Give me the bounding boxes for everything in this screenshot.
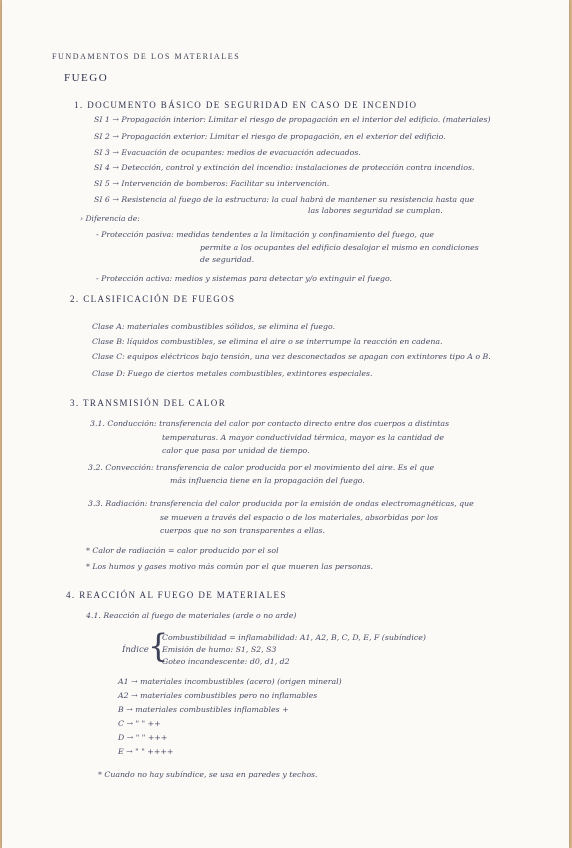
passive-line-2: permite a los ocupantes del edificio desalojar el mismo en condiciones <box>200 243 479 252</box>
si2-line: SI 2 → Propagación exterior: Limitar el riesgo de propagación, en el exterior del edificio. <box>94 132 446 141</box>
radiacion-line-3: cuerpos que no son transparentes a ellas. <box>160 526 326 535</box>
section-2-heading: 2. CLASIFICACIÓN DE FUEGOS <box>70 294 236 304</box>
conduccion-line-2: temperaturas. A mayor conductividad térmica, mayor es la cantidad de <box>162 433 444 442</box>
subsection-4-1: 4.1. Reacción al fuego de materiales (arde o no arde) <box>86 611 297 620</box>
brace-symbol: { <box>148 627 169 665</box>
footnote: * Cuando no hay subíndice, se usa en paredes y techos. <box>98 770 318 779</box>
conduccion-line-3: calor que pasa por unidad de tiempo. <box>162 446 310 455</box>
class-c-line: Clase C: equipos eléctricos bajo tensión, una vez desconectados se apagan con extintores tipo A o B. <box>92 352 491 361</box>
conveccion-line-2: más influencia tiene en la propagación del fuego. <box>170 476 365 485</box>
class-a-line: Clase A: materiales combustibles sólidos, se elimina el fuego. <box>92 322 336 331</box>
notebook-page <box>2 0 569 848</box>
indice-goteo: Goteo incandescente: d0, d1, d2 <box>162 657 290 666</box>
class-c: C → " " ++ <box>118 719 161 728</box>
si4-line: SI 4 → Detección, control y extinción del incendio: instalaciones de protección contra incendios. <box>94 163 475 172</box>
course-title: FUNDAMENTOS DE LOS MATERIALES <box>52 52 241 61</box>
class-e: E → " " ++++ <box>118 747 174 756</box>
indice-humo: Emisión de humo: S1, S2, S3 <box>162 645 277 654</box>
difference-title: › Diferencia de: <box>80 214 140 223</box>
class-a2: A2 → materiales combustibles pero no inflamables <box>118 691 318 700</box>
class-d-line: Clase D: Fuego de ciertos metales combustibles, extintores especiales. <box>92 369 373 378</box>
si3-line: SI 3 → Evacuación de ocupantes: medios de evacuación adecuados. <box>94 148 361 157</box>
active-line: - Protección activa: medios y sistemas para detectar y/o extinguir el fuego. <box>96 274 392 283</box>
si6-continuation: las labores seguridad se cumplan. <box>308 206 443 215</box>
radiacion-line-2: se mueven a través del espacio o de los materiales, absorbidas por los <box>160 513 439 522</box>
section-3-heading: 3. TRANSMISIÓN DEL CALOR <box>70 398 227 408</box>
section-1-heading: 1. DOCUMENTO BÁSICO DE SEGURIDAD EN CASO DE INCENDIO <box>74 100 418 110</box>
topic-title: FUEGO <box>64 72 109 84</box>
radiacion-line-1: 3.3. Radiación: transferencia del calor producida por la emisión de ondas electromagnéticas, que <box>88 499 474 508</box>
passive-line-3: de seguridad. <box>200 255 255 264</box>
si5-line: SI 5 → Intervención de bomberos: Facilitar su intervención. <box>94 179 330 188</box>
note-radiation: * Calor de radiación = calor producido por el sol <box>86 546 279 555</box>
section-4-heading: 4. REACCIÓN AL FUEGO DE MATERIALES <box>66 590 287 600</box>
passive-line-1: - Protección pasiva: medidas tendentes a la limitación y confinamiento del fuego, que <box>96 230 434 239</box>
conduccion-line-1: 3.1. Conducción: transferencia del calor por contacto directo entre dos cuerpos a distintas <box>90 419 450 428</box>
class-b-line: Clase B: líquidos combustibles, se elimina el aire o se interrumpe la reacción en cadena. <box>92 337 443 346</box>
indice-label: Índice <box>122 645 149 655</box>
si1-line: SI 1 → Propagación interior: Limitar el riesgo de propagación en el interior del edificio. (materiales) <box>94 115 491 124</box>
conveccion-line-1: 3.2. Convección: transferencia de calor producida por el movimiento del aire. Es el que <box>88 463 435 472</box>
class-a1: A1 → materiales incombustibles (acero) (origen mineral) <box>118 677 342 686</box>
indice-combustibilidad: Combustibilidad = inflamabilidad: A1, A2, B, C, D, E, F (subíndice) <box>162 633 426 642</box>
class-d: D → " " +++ <box>118 733 168 742</box>
note-smoke: * Los humos y gases motivo más común por el que mueren las personas. <box>86 562 373 571</box>
si6-line: SI 6 → Resistencia al fuego de la estructura: la cual habrá de mantener su resistencia hasta que <box>94 195 475 204</box>
class-b: B → materiales combustibles inflamables + <box>118 705 289 714</box>
